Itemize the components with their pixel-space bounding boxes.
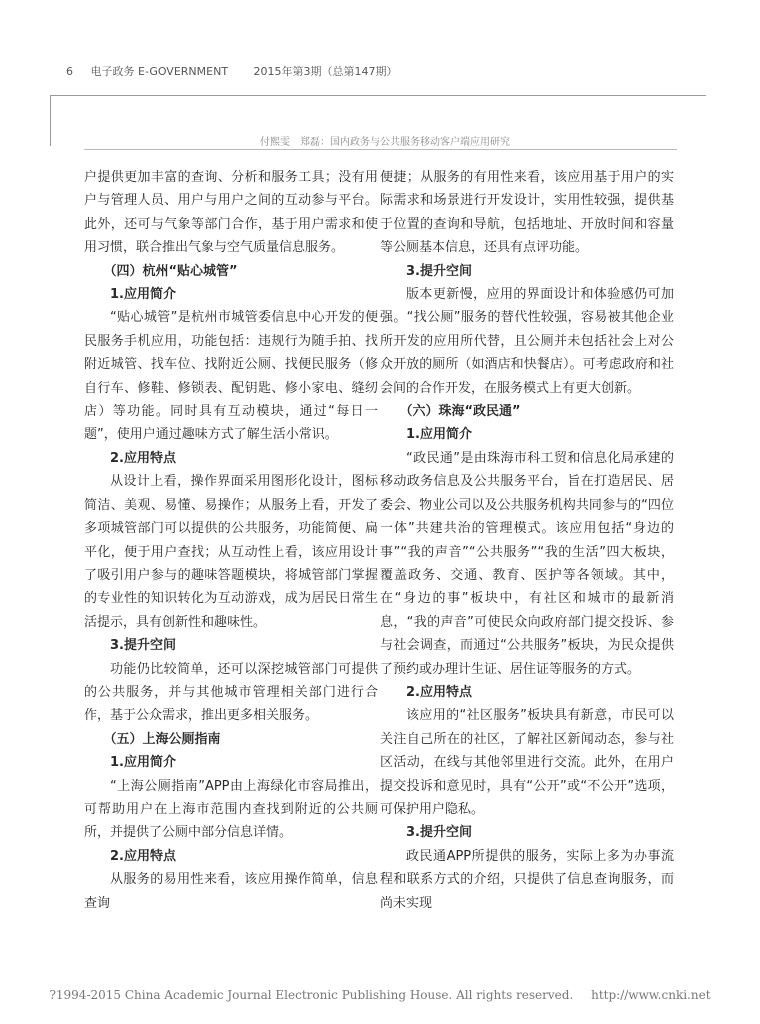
paragraph: 该应用的“社区服务”板块具有新意，市民可以关注自己所在的社区，了解社区新闻动态，参与社区活动，在线与其他邻里进行交流。此外，在用户提交投诉和意见时，具有“公开”或“不公开”选项，可保护用户隐私。 — [380, 708, 674, 817]
paragraph-continued: 户提供更加丰富的查询、分析和服务工具；没有用户与管理人员、用户与用户之间的互动参与平台。此外，还可与气象等部门合作，基于用户需求和使用习惯，联合推出气象与空气质量信息服务。 — [84, 170, 378, 256]
subsection-heading: 2.应用特点 — [406, 684, 472, 700]
page-number: 6 — [66, 65, 73, 78]
paragraph: 从设计上看，操作界面采用图形化设计，图标简洁、美观、易懂、易操作；从服务上看，开发了多项城管部门可以提供的公共服务，功能简便、扁平化，便于用户查找；从互动性上看，该应用设计了吸引用户参与的趣味答题模块，将城管部门掌握的专业性的知识转化为互动游戏，成为居民日常生活提示，具有创新性和趣味性。 — [84, 474, 378, 630]
page-header — [66, 63, 706, 79]
subsection-heading: 3.提升空间 — [110, 638, 176, 654]
left-column — [84, 166, 378, 915]
section-heading: （四）杭州“贴心城管” — [103, 263, 238, 279]
subsection-heading: 2.应用特点 — [110, 848, 176, 864]
header-rule — [84, 149, 677, 150]
running-title: 付熙雯 郑磊：国内政务与公共服务移动客户端应用研究 — [260, 137, 510, 148]
paragraph: 功能仍比较简单，还可以深挖城管部门可提供的公共服务，并与其他城市管理相关部门进行合作，基于公众需求，推出更多相关服务。 — [84, 661, 378, 724]
journal-name: 电子政务 E-GOVERNMENT — [90, 65, 229, 78]
paragraph: 从服务的易用性来看，该应用操作简单，信息查询 — [84, 872, 378, 911]
copyright-notice: ?1994-2015 China Academic Journal Electronic Publishing House. All rights reserved. — [49, 988, 574, 1002]
subsection-heading: 1.应用简介 — [110, 287, 176, 303]
subsection-heading: 3.提升空间 — [406, 825, 472, 841]
section-heading: （五）上海公厕指南 — [103, 731, 221, 747]
paragraph: “上海公厕指南”APP由上海绿化市容局推出，可帮助用户在上海市范围内查找到附近的公共厕所，并提供了公厕中部分信息详情。 — [84, 778, 378, 841]
page-footer — [0, 988, 760, 1002]
section-heading: （六）珠海“政民通” — [399, 404, 521, 420]
paragraph: 政民通APP所提供的服务，实际上多为办事流程和联系方式的介绍，只提供了信息查询服务，而尚未实现 — [380, 848, 674, 911]
paragraph: “政民通”是由珠海市科工贸和信息化局承建的移动政务信息及公共服务平台，旨在打造居民、居委会、物业公司以及公共服务机构共同参与的“四位一体”共建共治的管理模式。该应用包括“身边的事”“我的声音”“公共服务”“我的生活”四大板块，覆盖政务、交通、教育、医护等各领域。其中，在“身边的事”板块中，有社区和城市的最新消息，“我的声音”可使民众向政府部门提交投诉、参与社会调查，而通过“公共服务”板块，为民众提供了预约或办理计生证、居住证等服务的方式。 — [380, 450, 674, 677]
journal-issue: 2015年第3期（总第147期） — [253, 65, 398, 78]
right-column — [380, 166, 674, 915]
subsection-heading: 1.应用简介 — [406, 427, 472, 443]
subsection-heading: 1.应用简介 — [110, 755, 176, 771]
paragraph: “贴心城管”是杭州市城管委信息中心开发的便民服务手机应用，功能包括：违规行为随手拍、找附近城管、找车位、找附近公厕、找便民服务（修自行车、修鞋、修锁表、配钥匙、修小家电、缝纫店）等功能。同时具有互动模块，通过“每日一题”，使用户通过趣味方式了解生活小常识。 — [84, 310, 378, 443]
cnki-url: http://www.cnki.net — [591, 988, 711, 1002]
paragraph: 版本更新慢，应用的界面设计和体验感仍可加强。“找公厕”服务的替代性较强，容易被其他企业所开发的应用所代替，且公厕并未包括社会上对公众开放的厕所（如酒店和快餐店）。可考虑政府和社会间的合作开发，在服务模式上有更大创新。 — [380, 287, 674, 396]
paragraph-continued: 便捷；从服务的有用性来看，该应用基于用户的实际需求和场景进行开发设计，实用性较强，提供基于位置的查询和导航，包括地址、开放时间和容量等公厕基本信息，还具有点评功能。 — [380, 170, 674, 256]
subsection-heading: 3.提升空间 — [406, 263, 472, 279]
subsection-heading: 2.应用特点 — [110, 450, 176, 466]
